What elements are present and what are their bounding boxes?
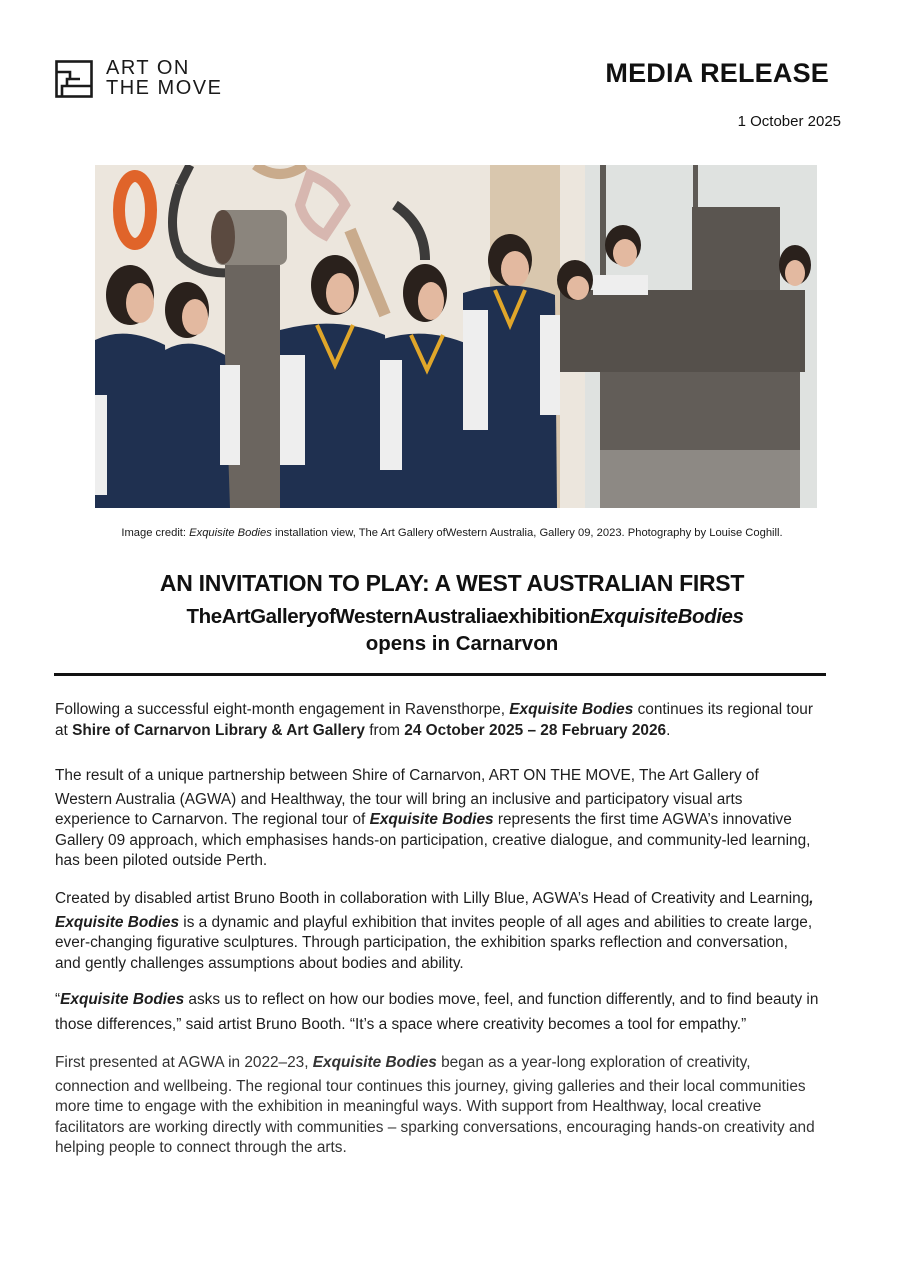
caption-suffix: installation view, The Art Gallery ofWestern Australia, Gallery 09, 2023. Photography by Louise Coghill. [271, 527, 783, 539]
subheadline-line2: opens in Carnarvon [365, 632, 559, 655]
text: experience to Carnarvon. The regional tour of [55, 811, 370, 828]
subheadline-italic: ExquisiteBodies [590, 605, 744, 628]
paragraph-3 [55, 889, 860, 974]
paragraph-line: facilitators are working directly with communities – sparking conversations, encouraging hands-on creativity and [55, 1118, 815, 1136]
caption-prefix: Image credit: [121, 527, 190, 539]
text: began as a year-long exploration of creativity, [436, 1054, 751, 1071]
subheadline-plain: TheArtGalleryofWesternAustraliaexhibition [186, 605, 591, 628]
paragraph-line: The result of a unique partnership between Shire of Carnarvon, ART ON THE MOVE, The Art Gallery of [55, 767, 759, 784]
release-date: 1 October 2025 [737, 113, 841, 130]
text: “ [55, 991, 61, 1008]
image-credit-caption [0, 527, 904, 539]
paragraph-line [55, 1053, 860, 1074]
exhibition-title: Exquisite Bodies [55, 913, 180, 931]
art-on-the-move-logo [55, 58, 235, 100]
subheadline-line1 [0, 605, 904, 629]
headline: AN INVITATION TO PLAY: A WEST AUSTRALIAN FIRST [159, 570, 745, 596]
text: asks us to reflect on how our bodies move, feel, and function differently, and to find beauty in [184, 991, 819, 1008]
paragraph-line: helping people to connect through the arts. [55, 1139, 347, 1156]
paragraph-line [55, 889, 860, 910]
paragraph-line [55, 810, 860, 831]
paragraph-line: ever-changing figurative sculptures. Through participation, the exhibition sparks reflection and conversation, [55, 934, 788, 951]
text: at [55, 721, 73, 739]
paragraph-line: those differences,” said artist Bruno Booth. “It’s a space where creativity becomes a tool for empathy.” [55, 1015, 747, 1033]
exhibition-title: Exquisite Bodies [60, 991, 185, 1008]
text: . [666, 721, 671, 739]
logo-text-line2: THE MOVE [106, 77, 223, 99]
exhibition-title: Exquisite Bodies [509, 701, 634, 718]
exhibition-photo [95, 165, 817, 508]
paragraph-line: has been piloted outside Perth. [55, 852, 268, 869]
text: Created by disabled artist Bruno Booth in collaboration with Lilly Blue, AGWA’s Head of Creativity and Learning [55, 890, 810, 907]
paragraph-line: more time to engage with the exhibition in meaningful ways. With support from Healthway, local creative [55, 1098, 762, 1115]
logo-mark-icon [55, 60, 93, 98]
paragraph-2 [55, 766, 860, 872]
text: Following a successful eight-month engagement in Ravensthorpe, [55, 701, 510, 718]
caption-exhibition-title: Exquisite Bodies [189, 527, 272, 539]
text: , [809, 890, 814, 907]
exhibition-title: Exquisite Bodies [369, 811, 494, 828]
paragraph-line: and gently challenges assumptions about bodies and ability. [55, 954, 464, 972]
paragraph-1 [55, 700, 860, 741]
exhibition-dates: 24 October 2025 – 28 February 2026 [404, 721, 667, 739]
paragraph-line: Gallery 09 approach, which emphasises hands-on participation, creative dialogue, and community-led learning, [55, 831, 811, 849]
paragraph-line [55, 721, 860, 742]
text: from [364, 721, 405, 739]
text: is a dynamic and playful exhibition that invites people of all ages and abilities to create large, [179, 913, 813, 931]
section-divider [54, 673, 826, 676]
venue-name: Shire of Carnarvon Library & Art Gallery [72, 721, 365, 739]
document-title: MEDIA RELEASE [605, 58, 829, 88]
text: First presented at AGWA in 2022–23, [55, 1054, 313, 1071]
photo-illustration [95, 165, 817, 508]
paragraph-line: connection and wellbeing. The regional tour continues this journey, giving galleries and their local communities [55, 1077, 806, 1095]
paragraph-4-quote [55, 990, 860, 1035]
paragraph-line [55, 700, 860, 721]
text: continues its regional tour [633, 701, 813, 718]
exhibition-title: Exquisite Bodies [312, 1054, 437, 1071]
logo-text-line1: ART ON [106, 57, 190, 79]
text: represents the first time AGWA’s innovative [493, 811, 792, 828]
paragraph-line: Western Australia (AGWA) and Healthway, the tour will bring an inclusive and participatory visual arts [55, 790, 743, 808]
paragraph-5 [55, 1053, 860, 1159]
logo-wordmark [106, 58, 222, 98]
paragraph-line [55, 990, 860, 1011]
paragraph-line [55, 913, 860, 934]
